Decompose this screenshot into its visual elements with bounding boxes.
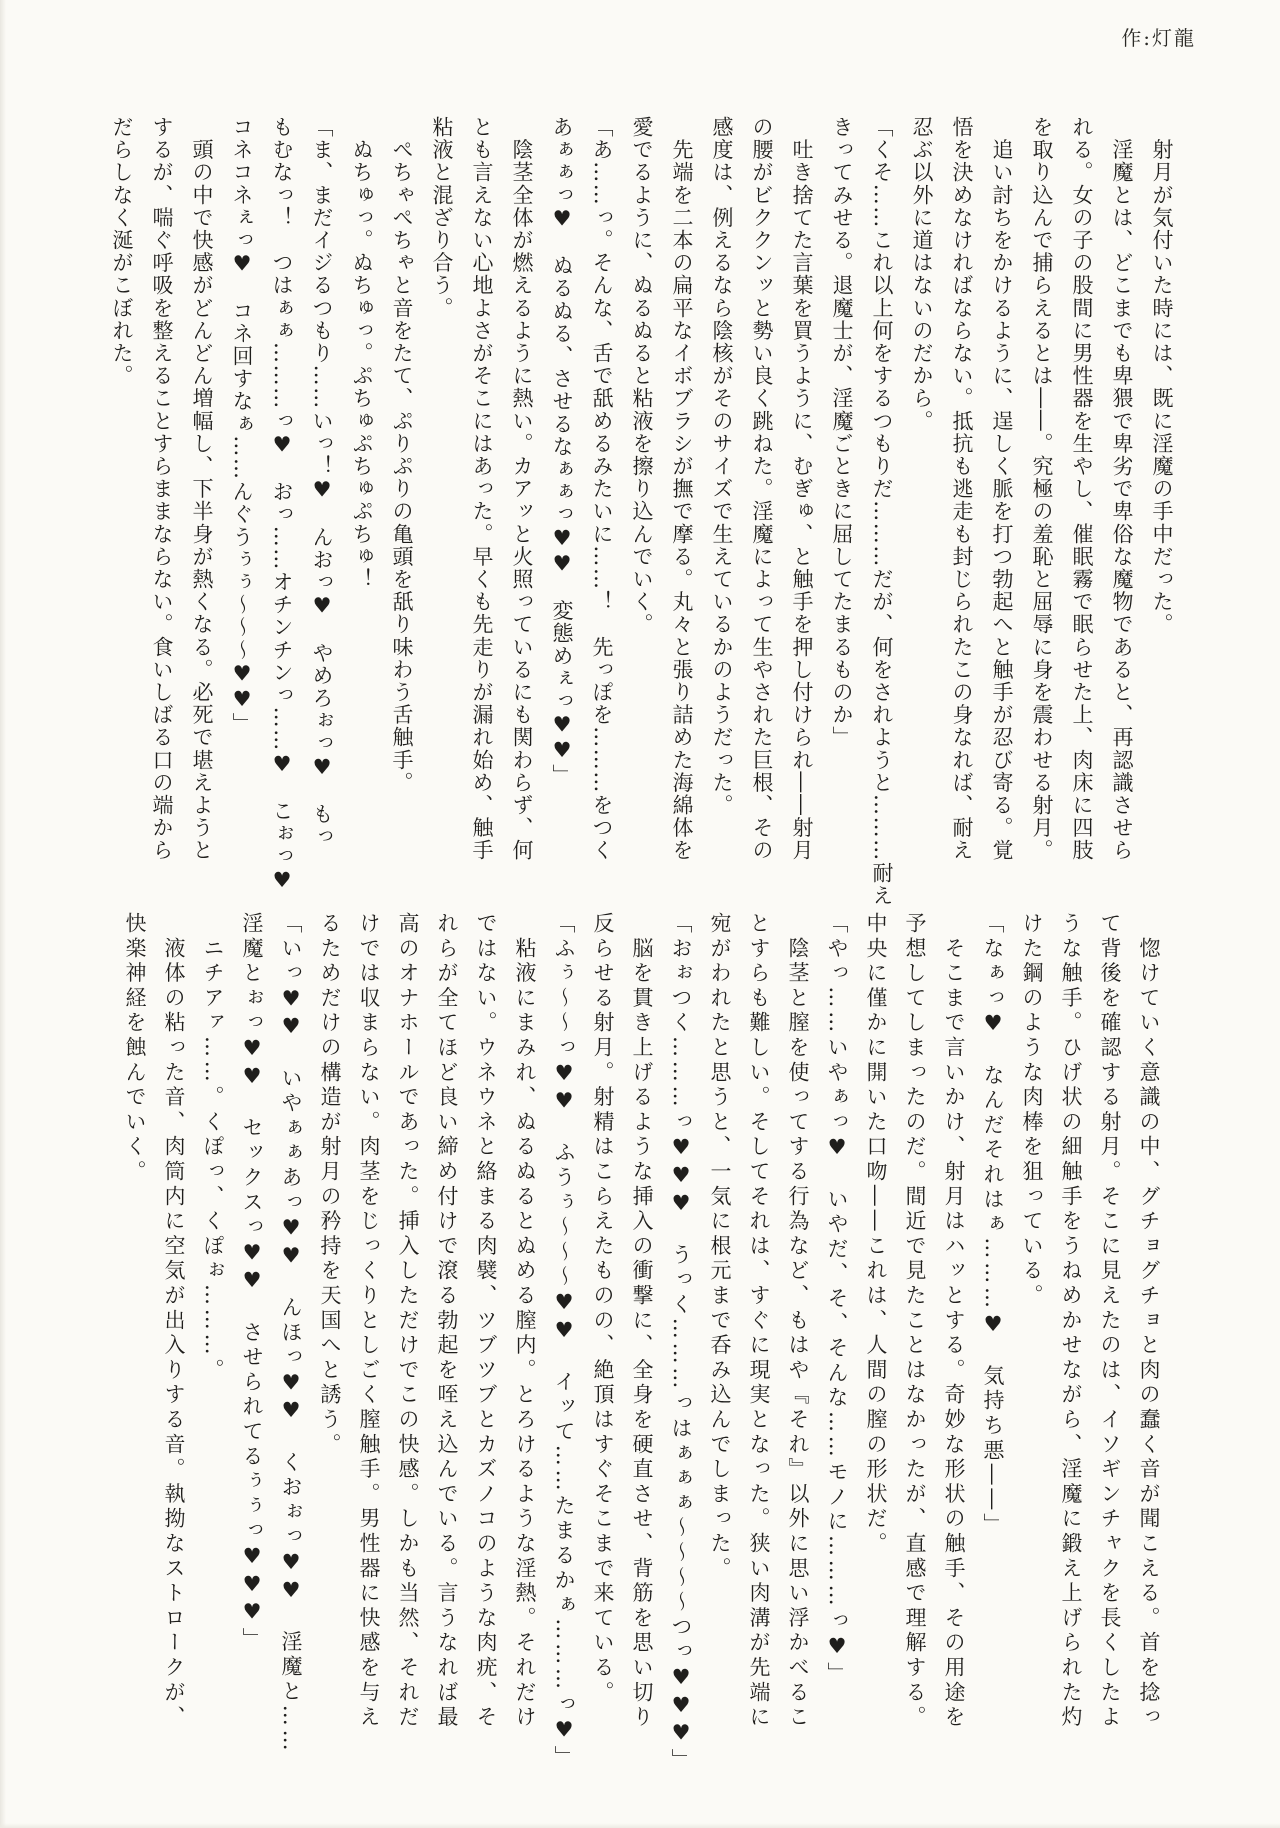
text-column: とも言えない心地よさがそこにはあった。早くも先走りが漏れ始め、触手 bbox=[470, 116, 494, 862]
text-column: 高のオナホールであった。挿入しただけでこの快感。しかも当然、それだ bbox=[396, 912, 420, 1731]
text-column: ニチアァ……。くぽっ、くぽぉ………。 bbox=[201, 912, 225, 1384]
text-column: 追い討ちをかけるように、逞しく脈を打つ勃起へと触手が忍び寄る。覚 bbox=[990, 116, 1014, 862]
text-column: 陰茎全体が燃えるように熱い。カアッと火照っているにも関わらず、何 bbox=[510, 116, 534, 862]
text-column: 「ま、まだイジるつもり……いっ！♥ んおっ♥ やめろぉっ♥ もっ bbox=[310, 116, 334, 849]
text-column: コネコネぇっ♥ コネ回すなぁ……んぐうぅぅ～～～♥♥」 bbox=[230, 116, 254, 736]
vertical-text-block-upper bbox=[98, 116, 1182, 907]
text-column: そこまで言いかけ、射月はハッとする。奇妙な形状の触手、その用途を bbox=[942, 912, 966, 1731]
text-column: 快楽神経を蝕んでいく。 bbox=[123, 912, 147, 1185]
text-column: るためだけの構造が射月の矜持を天国へと誘う。 bbox=[318, 912, 342, 1458]
text-column: 淫魔とは、どこまでも卑猥で卑劣で卑俗な魔物であると、再認識させら bbox=[1110, 116, 1134, 862]
text-column: 宛がわれたと思うと、一気に根元まで呑み込んでしまった。 bbox=[708, 912, 732, 1582]
text-column: 「いっ♥♥ いやぁぁあっ♥♥ んほっ♥♥ くおぉっ♥♥ 淫魔と…… bbox=[279, 912, 303, 1755]
text-column: 「あ……っ。そんな、舌で舐めるみたいに……！ 先っぽを………をつく bbox=[590, 116, 614, 862]
text-column: れる。女の子の股間に男性器を生やし、催眠霧で眠らせた上、肉床に四肢 bbox=[1070, 116, 1094, 862]
text-column: れらが全てほど良い締め付けで滾る勃起を咥え込んでいる。言うなれば最 bbox=[435, 912, 459, 1731]
text-column: 陰茎と膣を使ってする行為など、もはや『それ』以外に思い浮かべるこ bbox=[786, 912, 810, 1731]
text-column: 粘液にまみれ、ぬるぬるとぬめる膣内。とろけるような淫熱。それだけ bbox=[513, 912, 537, 1731]
text-column: けた鋼のような肉棒を狙っている。 bbox=[1020, 912, 1044, 1309]
text-column: ではない。ウネウネと絡まる肉襞、ツブツブとカズノコのような肉疣、そ bbox=[474, 912, 498, 1731]
text-column: 悟を決めなければならない。抵抗も逃走も封じられたこの身なれば、耐え bbox=[950, 116, 974, 862]
text-column: 「おぉつく………っ♥♥♥ うっく………っはぁぁぁ～～～～つっ♥♥♥」 bbox=[669, 912, 693, 1774]
text-column: 「ふぅ～～っ♥♥ ふうぅ～～～♥♥ イッて……たまるかぁ………っ♥」 bbox=[552, 912, 576, 1771]
text-column: うな触手。ひげ状の細触手をうねめかせながら、淫魔に鍛え上げられた灼 bbox=[1059, 912, 1083, 1731]
vertical-text-block-lower bbox=[110, 912, 1168, 1800]
author-credit: 作:灯龍 bbox=[1121, 26, 1196, 50]
text-column: けでは収まらない。肉茎をじっくりとしごく膣触手。男性器に快感を与え bbox=[357, 912, 381, 1731]
text-column: の腰がビククンッと勢い良く跳ねた。淫魔によって生やされた巨根、その bbox=[750, 116, 774, 862]
text-column: て背後を確認する射月。そこに見えたのは、イソギンチャクを長くしたよ bbox=[1098, 912, 1122, 1731]
text-column: 粘液と混ざり合う。 bbox=[430, 116, 454, 320]
scan-edge-artifact bbox=[0, 0, 6, 1828]
text-column: 感度は、例えるなら陰核がそのサイズで生えているかのようだった。 bbox=[710, 116, 734, 817]
text-column: 頭の中で快感がどんどん増幅し、下半身が熱くなる。必死で堪えようと bbox=[190, 116, 214, 862]
text-column: きってみせる。退魔士が、淫魔ごときに屈してたまるものか」 bbox=[830, 116, 854, 749]
text-column: 愛でるように、ぬるぬると粘液を擦り込んでいく。 bbox=[630, 116, 654, 636]
text-column: 吐き捨てた言葉を買うように、むぎゅ、と触手を押し付けられ――射月 bbox=[790, 116, 814, 862]
text-column: 「やっ……いやぁっ♥ いやだ、そ、そんな……モノに………っ♥」 bbox=[825, 912, 849, 1687]
text-column: 「くそ……これ以上何をするつもりだ………だが、何をされようと………耐え bbox=[870, 116, 894, 907]
text-column: するが、喘ぐ呼吸を整えることすらままならない。食いしばる口の端から bbox=[150, 116, 174, 862]
text-column: もむなっ！ つはぁぁ………っ♥ おっ……オチンチンっ……♥ こぉっ♥ bbox=[270, 116, 294, 894]
text-column: 惚けていく意識の中、グチョグチョと肉の蠢く音が聞こえる。首を捻っ bbox=[1137, 912, 1161, 1731]
text-column: とすらも難しい。そしてそれは、すぐに現実となった。狭い肉溝が先端に bbox=[747, 912, 771, 1731]
scan-edge-artifact bbox=[0, 1823, 1280, 1828]
text-column: だらしなく涎がこぼれた。 bbox=[110, 116, 134, 388]
text-column: 予想してしまったのだ。間近で見たことはなかったが、直感で理解する。 bbox=[903, 912, 927, 1731]
text-column: あぁぁっ♥ ぬるぬる、させるなぁぁっ♥♥ 変態めぇっ♥♥」 bbox=[550, 116, 574, 787]
text-column: 忍ぶ以外に道はないのだから。 bbox=[910, 116, 934, 433]
text-column: 脳を貫き上げるような挿入の衝撃に、全身を硬直させ、背筋を思い切り bbox=[630, 912, 654, 1731]
text-column: ぺちゃぺちゃと音をたて、ぷりぷりの亀頭を舐り味わう舌触手。 bbox=[390, 116, 414, 794]
text-column: 反らせる射月。射精はこらえたものの、絶頂はすぐそこまで来ている。 bbox=[591, 912, 615, 1706]
text-column: 中央に僅かに開いた口吻――これは、人間の膣の形状だ。 bbox=[864, 912, 888, 1557]
text-column: 射月が気付いた時には、既に淫魔の手中だった。 bbox=[1150, 116, 1174, 636]
text-column: 「なぁっ♥ なんだそれはぁ………♥ 気持ち悪――」 bbox=[981, 912, 1005, 1538]
text-column: 淫魔とぉっ♥♥ セックスっ♥♥ させられてるぅぅっ♥♥♥」 bbox=[240, 912, 264, 1653]
text-column: 先端を二本の扁平なイボブラシが撫で摩る。丸々と張り詰めた海綿体を bbox=[670, 116, 694, 862]
text-column: を取り込んで捕らえるとは――。究極の羞恥と屈辱に身を震わせる射月。 bbox=[1030, 116, 1054, 862]
text-column: 液体の粘った音、肉筒内に空気が出入りする音。執拗なストロークが、 bbox=[162, 912, 186, 1731]
text-column: ぬちゅっ。ぬちゅっ。ぷちゅぷちゅぷちゅ！ bbox=[350, 116, 374, 591]
